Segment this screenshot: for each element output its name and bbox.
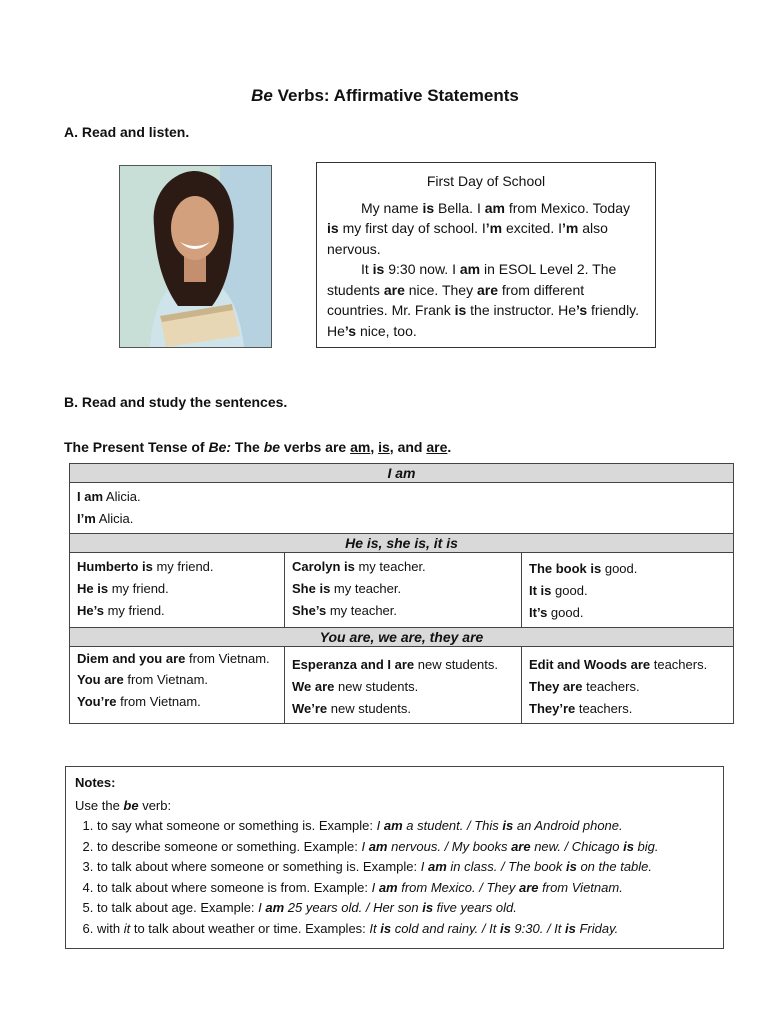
text-run: am: [383, 818, 403, 833]
text-run: are: [426, 439, 448, 455]
you-line: [77, 691, 277, 713]
text-run: to say what someone or something is. Example:: [97, 818, 377, 833]
text-run: is: [422, 900, 434, 915]
text-run: good.: [551, 583, 588, 598]
note-item: [97, 857, 714, 878]
text-run: an Android phone.: [513, 818, 623, 833]
text-run: is: [378, 439, 390, 455]
text-run: verb:: [138, 797, 172, 813]
note-item: [97, 837, 714, 858]
text-run: Friday.: [575, 920, 619, 936]
page-title: [0, 86, 770, 106]
he-line: [77, 556, 277, 578]
we-line: [292, 654, 514, 676]
text-run: teachers.: [582, 679, 640, 694]
text-run: am: [484, 199, 505, 216]
student-photo: [119, 165, 272, 348]
it-line: [529, 580, 726, 602]
text-run: is: [327, 220, 339, 236]
text-run: My name: [361, 199, 423, 216]
text-run: from Mexico. / They: [397, 879, 519, 895]
text-run: from Mexico. Today: [504, 199, 630, 216]
story-paragraph-1: [327, 198, 645, 260]
text-run: I: [258, 900, 266, 915]
text-run: I am: [77, 489, 104, 504]
text-run: They’re: [529, 701, 576, 716]
text-run: are: [476, 281, 499, 298]
text-run: Humberto is: [77, 559, 153, 574]
text-run: We are: [292, 679, 335, 694]
text-run: It: [369, 920, 381, 936]
note-item: [97, 919, 714, 940]
text-run: I: [420, 859, 428, 874]
text-run: be: [123, 797, 139, 813]
notes-box: [65, 766, 724, 949]
text-run: on the table.: [576, 859, 653, 874]
text-run: I’m: [77, 511, 96, 526]
we-line: [292, 676, 514, 698]
it-line: [529, 602, 726, 624]
text-run: The: [231, 439, 264, 455]
text-run: to talk about where someone is from. Example:: [97, 879, 372, 895]
text-run: new students.: [334, 679, 419, 694]
text-run: are: [511, 838, 531, 854]
it-column: [522, 553, 734, 628]
text-run: The book is: [529, 561, 602, 576]
text-run: in ESOL Level 2. The students: [327, 261, 617, 298]
present-tense-title: [64, 439, 451, 455]
text-run: good.: [547, 605, 584, 620]
section-b-heading: B. Read and study the sentences.: [64, 394, 288, 410]
text-run: Bella. I: [434, 199, 485, 216]
text-run: He is: [77, 581, 109, 596]
text-run: ,: [370, 439, 379, 455]
text-run: friendly. He: [327, 302, 640, 339]
text-run: is: [566, 859, 577, 874]
note-item: [97, 878, 714, 899]
text-run: Edit and Woods are: [529, 657, 651, 672]
text-run: are: [383, 281, 405, 298]
text-run: teachers.: [575, 701, 633, 716]
text-run: is: [502, 818, 514, 833]
note-item: [97, 816, 714, 837]
text-run: Carolyn is: [292, 559, 355, 574]
text-run: 9:30. / It: [510, 920, 566, 936]
text-run: new students.: [414, 657, 498, 672]
text-run: Diem and you are: [77, 651, 186, 666]
text-run: to talk about weather or time. Examples:: [130, 920, 370, 936]
text-run: the instructor. He: [466, 302, 576, 318]
text-run: my friend.: [152, 559, 214, 574]
i-am-header: I am: [70, 464, 734, 483]
text-run: is: [372, 261, 385, 277]
they-line: [529, 698, 726, 720]
she-column: [285, 553, 522, 628]
text-run: my friend.: [103, 603, 165, 618]
he-line: [77, 600, 277, 622]
she-line: [292, 556, 514, 578]
he-column: [70, 553, 285, 628]
text-run: am: [265, 900, 285, 915]
text-run: also nervous.: [327, 220, 608, 257]
text-run: with: [97, 920, 124, 936]
text-run: to talk about age. Example:: [97, 900, 259, 915]
text-run: Alicia.: [95, 511, 134, 526]
text-run: am: [368, 838, 388, 854]
text-run: Use the: [75, 797, 124, 813]
section-a-heading: A. Read and listen.: [64, 124, 190, 140]
story-title: First Day of School: [426, 173, 546, 189]
text-run: It: [361, 261, 373, 277]
they-line: [529, 654, 726, 676]
title-be: Be: [251, 86, 273, 105]
text-run: nice. They: [404, 281, 477, 298]
text-run: nice, too.: [356, 322, 417, 339]
notes-intro: [75, 796, 714, 817]
text-run: It’s: [529, 605, 548, 620]
text-run: .: [447, 439, 452, 455]
text-run: 25 years old. / Her son: [284, 900, 423, 915]
be-verbs-table: [69, 463, 734, 724]
text-run: It is: [529, 583, 552, 598]
text-run: teachers.: [650, 657, 708, 672]
they-column: [522, 647, 734, 724]
woman-smiling-illustration: [120, 166, 271, 347]
story-box: [316, 162, 656, 348]
you-we-they-header: You are, we are, they are: [70, 628, 734, 647]
text-run: Be:: [208, 439, 232, 455]
text-run: my friend.: [108, 581, 169, 596]
text-run: my teacher.: [330, 581, 402, 596]
text-run: He’s: [77, 603, 104, 618]
text-run: ’s: [576, 302, 588, 318]
story-paragraph-2: [327, 259, 645, 341]
text-run: I: [371, 879, 379, 895]
you-line: [77, 669, 277, 691]
text-run: my first day of school. I: [338, 220, 486, 236]
text-run: my teacher.: [354, 559, 426, 574]
text-run: big.: [633, 838, 659, 854]
text-run: I: [361, 838, 369, 854]
text-run: She is: [292, 581, 331, 596]
text-run: new. / Chicago: [530, 838, 624, 854]
text-run: is: [623, 838, 634, 854]
text-run: am: [459, 261, 481, 277]
text-run: , and: [389, 439, 427, 455]
text-run: is: [422, 199, 435, 216]
text-run: excited. I: [502, 220, 563, 236]
notes-heading: Notes:: [75, 775, 116, 790]
text-run: to talk about where someone or something is. Example:: [97, 859, 421, 874]
title-rest: Verbs: Affirmative Statements: [272, 86, 519, 105]
text-run: Alicia.: [103, 489, 141, 504]
text-run: is: [499, 920, 511, 936]
text-run: Esperanza and I are: [292, 657, 415, 672]
you-column: [70, 647, 285, 724]
text-run: They are: [529, 679, 583, 694]
text-run: good.: [601, 561, 638, 576]
it-line: [529, 558, 726, 580]
text-run: from Vietnam.: [185, 651, 270, 666]
text-run: are: [518, 879, 539, 895]
she-line: [292, 578, 514, 600]
they-line: [529, 676, 726, 698]
text-run: She’s: [292, 603, 327, 618]
text-run: five years old.: [433, 900, 517, 915]
text-run: new students.: [327, 701, 411, 716]
text-run: You’re: [77, 694, 117, 709]
text-run: from Vietnam.: [116, 694, 201, 709]
notes-list: [75, 816, 714, 939]
text-run: verbs are: [280, 439, 351, 455]
text-run: is: [565, 920, 576, 936]
i-am-cell: [70, 483, 734, 534]
text-run: cold and rainy. / It: [391, 920, 500, 936]
text-run: is: [454, 302, 467, 318]
text-run: We’re: [292, 701, 328, 716]
i-am-line: [77, 508, 726, 530]
text-run: am: [350, 439, 371, 455]
i-am-line: [77, 486, 726, 508]
text-run: ’m: [485, 220, 503, 236]
text-run: from different countries. Mr. Frank: [327, 281, 585, 318]
he-she-it-header: He is, she is, it is: [70, 534, 734, 553]
she-line: [292, 600, 514, 622]
text-run: is: [380, 920, 392, 936]
text-run: 9:30 now. I: [384, 261, 460, 277]
text-run: in class. / The book: [446, 859, 566, 874]
text-run: it: [123, 920, 131, 936]
text-run: my teacher.: [326, 603, 398, 618]
we-line: [292, 698, 514, 720]
text-run: be: [263, 439, 281, 455]
text-run: I: [376, 818, 384, 833]
text-run: ’m: [562, 220, 579, 236]
note-item: [97, 898, 714, 919]
text-run: ’s: [344, 322, 357, 339]
text-run: a student. / This: [402, 818, 503, 833]
we-column: [285, 647, 522, 724]
text-run: am: [427, 859, 447, 874]
text-run: from Vietnam.: [123, 672, 209, 687]
you-line: [77, 650, 277, 667]
text-run: You are: [77, 672, 124, 687]
he-line: [77, 578, 277, 600]
text-run: am: [378, 879, 398, 895]
text-run: The Present Tense of: [64, 439, 209, 455]
text-run: to describe someone or something. Example:: [97, 838, 362, 854]
text-run: nervous. / My books: [387, 838, 512, 854]
text-run: from Vietnam.: [538, 879, 623, 895]
